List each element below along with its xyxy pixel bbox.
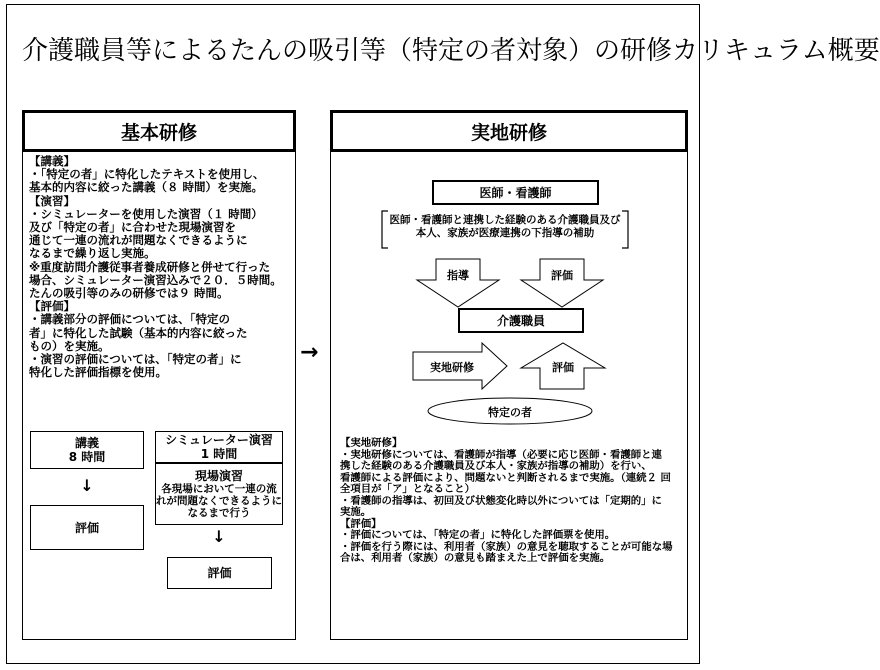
- left-text-line: 及び「特定の者」に合わせた現場演習を: [29, 220, 236, 235]
- practical-label: 実地研修: [430, 361, 474, 374]
- lecture-down-arrow: ↓: [80, 476, 94, 495]
- connector-arrow: →: [300, 340, 319, 365]
- right-text-line: 全項目が「ア」となること）: [340, 483, 476, 495]
- left-text-line: なるまで繰り返し実施。: [29, 246, 156, 261]
- right-text-line: 【実地研修】: [340, 437, 403, 449]
- sim-box: [155, 431, 283, 463]
- field-desc-1: 各現場において一連の流: [161, 483, 277, 495]
- eval-top-down-arrow-shape: [520, 258, 604, 308]
- field-desc-3: なるまで行う: [187, 507, 251, 519]
- eval-left-box: 評価: [30, 505, 144, 550]
- right-text-line: ・看護師の指導は、初回及び状態変化時以外については「定期的」に: [340, 494, 662, 507]
- right-header: 実地研修: [330, 110, 688, 152]
- eval-right-box: 評価: [167, 557, 272, 589]
- sim-title: シミュレーター演習: [165, 433, 273, 447]
- right-text-line: 看護師による評価により、問題ないと判断されるまで実施。（連続２ 回: [340, 471, 671, 484]
- lecture-box: [30, 431, 144, 469]
- field-desc-2: れが問題なくできるように: [156, 495, 282, 507]
- left-text-line: ・「特定の者」に特化したテキストを使用し、: [29, 167, 265, 182]
- left-text-line: ※重度訪問介護従事者養成研修と併せて行った: [29, 259, 271, 274]
- bracket-line-2: 本人、家族が医療連携の下指導の補助: [415, 227, 595, 239]
- guide-label: 指導: [447, 269, 469, 282]
- sim-hours: 1 時間: [200, 447, 238, 461]
- right-text-line: 実施。: [340, 506, 372, 518]
- right-text-line: 携した経験のある介護職員及び本人・家族が指導の補助）を行い、: [340, 460, 652, 472]
- bracket-text: [388, 214, 622, 240]
- left-text-line: ・演習の評価については、「特定の者」に: [29, 352, 242, 367]
- left-text-line: 【演習】: [29, 193, 75, 208]
- bracket-line-1: 医師・看護師と連携した経験のある介護職員及び: [389, 214, 621, 226]
- caregiver-box: 介護職員: [458, 308, 584, 333]
- guide-down-arrow-shape: [416, 258, 500, 308]
- left-text-line: 者」に特化した試験（基本的内容に絞った: [29, 325, 248, 340]
- eval-bottom-label: 評価: [552, 361, 574, 374]
- right-text-line: ・評価を行う際には、利用者（家族）の意見を聴取することが可能な場: [340, 540, 673, 553]
- field-title: 現場演習: [194, 469, 243, 483]
- left-text-line: もの）を実施。: [29, 338, 110, 353]
- right-text-line: ・実地研修については、看護師が指導（必要に応じ医師・看護師と連: [340, 448, 662, 461]
- left-text-line: 【評価】: [29, 299, 75, 314]
- left-header: 基本研修: [22, 110, 296, 152]
- page-title: 介護職員等によるたんの吸引等（特定の者対象）の研修カリキュラム概要: [22, 36, 880, 66]
- left-text: [29, 155, 291, 379]
- left-text-line: 通じて一連の流れが問題なくできるように: [29, 233, 248, 248]
- right-text-line: 【評価】: [340, 517, 382, 530]
- doctor-box: 医師・看護師: [432, 180, 599, 205]
- lecture-title: 講義: [74, 436, 99, 450]
- left-text-line: たんの吸引等のみの研修では９ 時間。: [29, 286, 229, 301]
- left-text-line: ・講義部分の評価については、「特定の: [29, 312, 231, 327]
- right-text-line: ・評価については、「特定の者」に特化した評価票を使用。: [340, 529, 616, 541]
- left-text-line: 【講義】: [29, 154, 75, 168]
- eval-top-label: 評価: [551, 269, 573, 282]
- lecture-hours: 8 時間: [68, 450, 106, 464]
- left-text-line: 特化した評価指標を使用。: [29, 365, 167, 380]
- left-text-line: 場合、シミュレーター演習込みで２０．５時間。: [29, 272, 282, 287]
- target-label: 特定の者: [488, 406, 532, 419]
- left-text-line: ・シミュレーターを使用した演習（１ 時間）: [29, 206, 263, 221]
- right-text-line: 合は、利用者（家族）の意見も踏まえた上で評価を実施。: [340, 552, 611, 564]
- left-text-line: 基本的内容に絞った講義（８ 時間）を実施。: [29, 180, 264, 195]
- right-text: [340, 438, 684, 565]
- field-box: [155, 463, 283, 525]
- field-down-arrow: ↓: [212, 527, 226, 546]
